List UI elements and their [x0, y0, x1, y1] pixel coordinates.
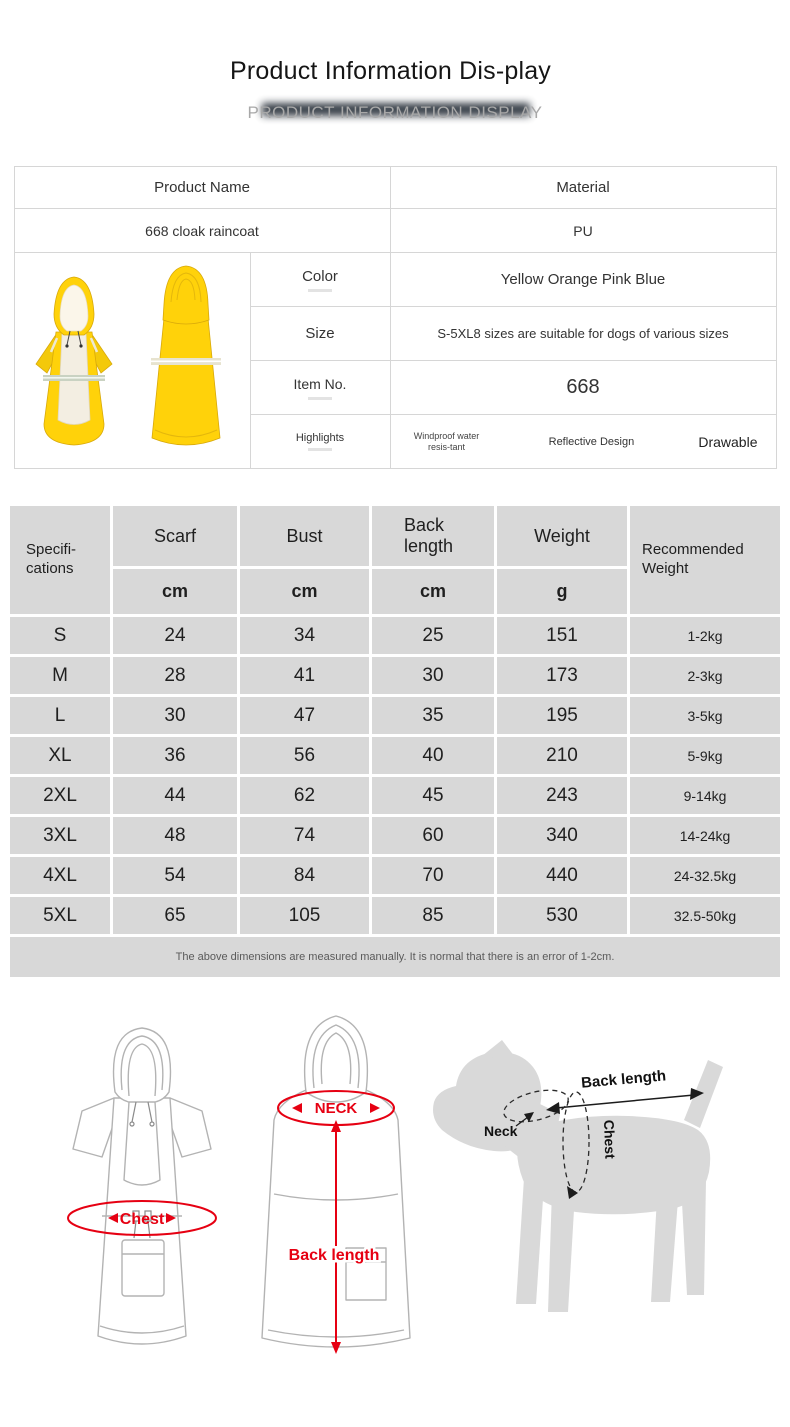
neck-label: NECK [314, 1100, 358, 1117]
table-row [10, 897, 780, 934]
table-row [14, 209, 776, 253]
table-row [10, 657, 780, 694]
highlights-label: Highlights [295, 432, 345, 444]
bust-cell: 41 [240, 657, 369, 694]
table-row [10, 697, 780, 734]
color-label: Color [302, 267, 338, 285]
back-length-label: Back length [288, 1247, 380, 1264]
recommended-cell: 5-9kg [630, 737, 780, 774]
highlight-windproof: Windproof water resis-tant [413, 430, 480, 452]
recommended-cell: 32.5-50kg [630, 897, 780, 934]
bust-cell: 105 [240, 897, 369, 934]
scarf-cell: 24 [113, 617, 237, 654]
measurement-diagrams [0, 1008, 790, 1400]
chest-label: Chest [119, 1211, 165, 1228]
page-title: Product Information Dis-play [230, 57, 552, 85]
down-arrow-icon [331, 1342, 341, 1354]
back-length-cell: 35 [372, 697, 494, 734]
dog-back-length-label: Back length [580, 1067, 667, 1092]
unit-weight: g [497, 569, 627, 614]
size-cell: XL [10, 737, 110, 774]
color-value: Yellow Orange Pink Blue [390, 253, 776, 307]
unit-scarf: cm [113, 569, 237, 614]
item-no-label-cell [250, 361, 390, 415]
highlights-label-cell [250, 415, 390, 469]
product-name-header: Product Name [14, 167, 390, 209]
size-cell: 3XL [10, 817, 110, 854]
recommended-cell: 24-32.5kg [630, 857, 780, 894]
product-photo-back [134, 262, 234, 458]
page-subtitle: PRODUCT INFORMATION DISPLAY [247, 103, 543, 122]
bust-cell: 74 [240, 817, 369, 854]
unit-back-length: cm [372, 569, 494, 614]
cutoff-text-mark [308, 397, 332, 400]
recommended-cell: 2-3kg [630, 657, 780, 694]
weight-cell: 243 [497, 777, 627, 814]
scarf-cell: 36 [113, 737, 237, 774]
bust-cell: 56 [240, 737, 369, 774]
highlights-cell [390, 415, 776, 469]
weight-cell: 530 [497, 897, 627, 934]
scarf-cell: 65 [113, 897, 237, 934]
material-value: PU [390, 209, 776, 253]
col-header-back-length: Back length [372, 506, 494, 566]
table-row [14, 253, 776, 307]
weight-cell: 210 [497, 737, 627, 774]
back-length-dimension-line [556, 1095, 694, 1108]
scarf-cell: 54 [113, 857, 237, 894]
dog-silhouette [433, 1040, 723, 1312]
recommended-cell: 1-2kg [630, 617, 780, 654]
highlight-reflective: Reflective Design [548, 435, 635, 448]
weight-cell: 440 [497, 857, 627, 894]
recommended-cell: 3-5kg [630, 697, 780, 734]
dog-chest-label: Chest [601, 1119, 619, 1159]
col-header-bust: Bust [240, 506, 369, 566]
col-header-specifications: Specifi-cations [10, 506, 110, 614]
back-length-cell: 60 [372, 817, 494, 854]
scarf-cell: 44 [113, 777, 237, 814]
table-row [10, 777, 780, 814]
coat-back-diagram [248, 1008, 423, 1363]
weight-cell: 195 [497, 697, 627, 734]
back-length-cell: 45 [372, 777, 494, 814]
size-cell: S [10, 617, 110, 654]
product-name-value: 668 cloak raincoat [14, 209, 390, 253]
product-photos-cell [14, 253, 250, 469]
back-length-cell: 40 [372, 737, 494, 774]
scarf-cell: 48 [113, 817, 237, 854]
back-length-cell: 85 [372, 897, 494, 934]
bust-cell: 47 [240, 697, 369, 734]
bust-cell: 62 [240, 777, 369, 814]
measurement-note: The above dimensions are measured manually. It is normal that there is an error of 1-2cm. [10, 937, 780, 977]
cutoff-text-mark [308, 448, 332, 451]
table-row [10, 857, 780, 894]
back-length-cell: 30 [372, 657, 494, 694]
back-length-cell: 25 [372, 617, 494, 654]
weight-cell: 151 [497, 617, 627, 654]
table-row [10, 617, 780, 654]
material-header: Material [390, 167, 776, 209]
product-info-table [14, 166, 777, 469]
size-chart-table [7, 503, 783, 980]
weight-cell: 173 [497, 657, 627, 694]
color-label-cell [250, 253, 390, 307]
table-row [10, 737, 780, 774]
table-note-row [10, 937, 780, 977]
size-label: Size [250, 307, 390, 361]
product-photo-front [30, 272, 118, 458]
size-cell: L [10, 697, 110, 734]
weight-cell: 340 [497, 817, 627, 854]
size-cell: M [10, 657, 110, 694]
scarf-cell: 30 [113, 697, 237, 734]
scarf-cell: 28 [113, 657, 237, 694]
col-header-scarf: Scarf [113, 506, 237, 566]
bust-cell: 34 [240, 617, 369, 654]
recommended-cell: 14-24kg [630, 817, 780, 854]
size-cell: 5XL [10, 897, 110, 934]
size-cell: 2XL [10, 777, 110, 814]
table-row [14, 167, 776, 209]
dog-measurement-diagram [428, 1040, 758, 1325]
recommended-cell: 9-14kg [630, 777, 780, 814]
table-row [10, 817, 780, 854]
size-value: S-5XL8 sizes are suitable for dogs of various sizes [390, 307, 776, 361]
dog-neck-label: Neck [484, 1123, 518, 1139]
back-length-cell: 70 [372, 857, 494, 894]
highlight-drawable: Drawable [698, 433, 758, 450]
table-header-row [10, 506, 780, 566]
item-no-value: 668 [390, 361, 776, 415]
col-header-recommended-weight: Recommended Weight [630, 506, 780, 614]
item-no-label: Item No. [293, 375, 347, 392]
coat-front-diagram [52, 1018, 232, 1363]
bust-cell: 84 [240, 857, 369, 894]
subtitle-banner [0, 100, 790, 130]
unit-bust: cm [240, 569, 369, 614]
cutoff-text-mark [308, 289, 332, 292]
size-cell: 4XL [10, 857, 110, 894]
col-header-weight: Weight [497, 506, 627, 566]
